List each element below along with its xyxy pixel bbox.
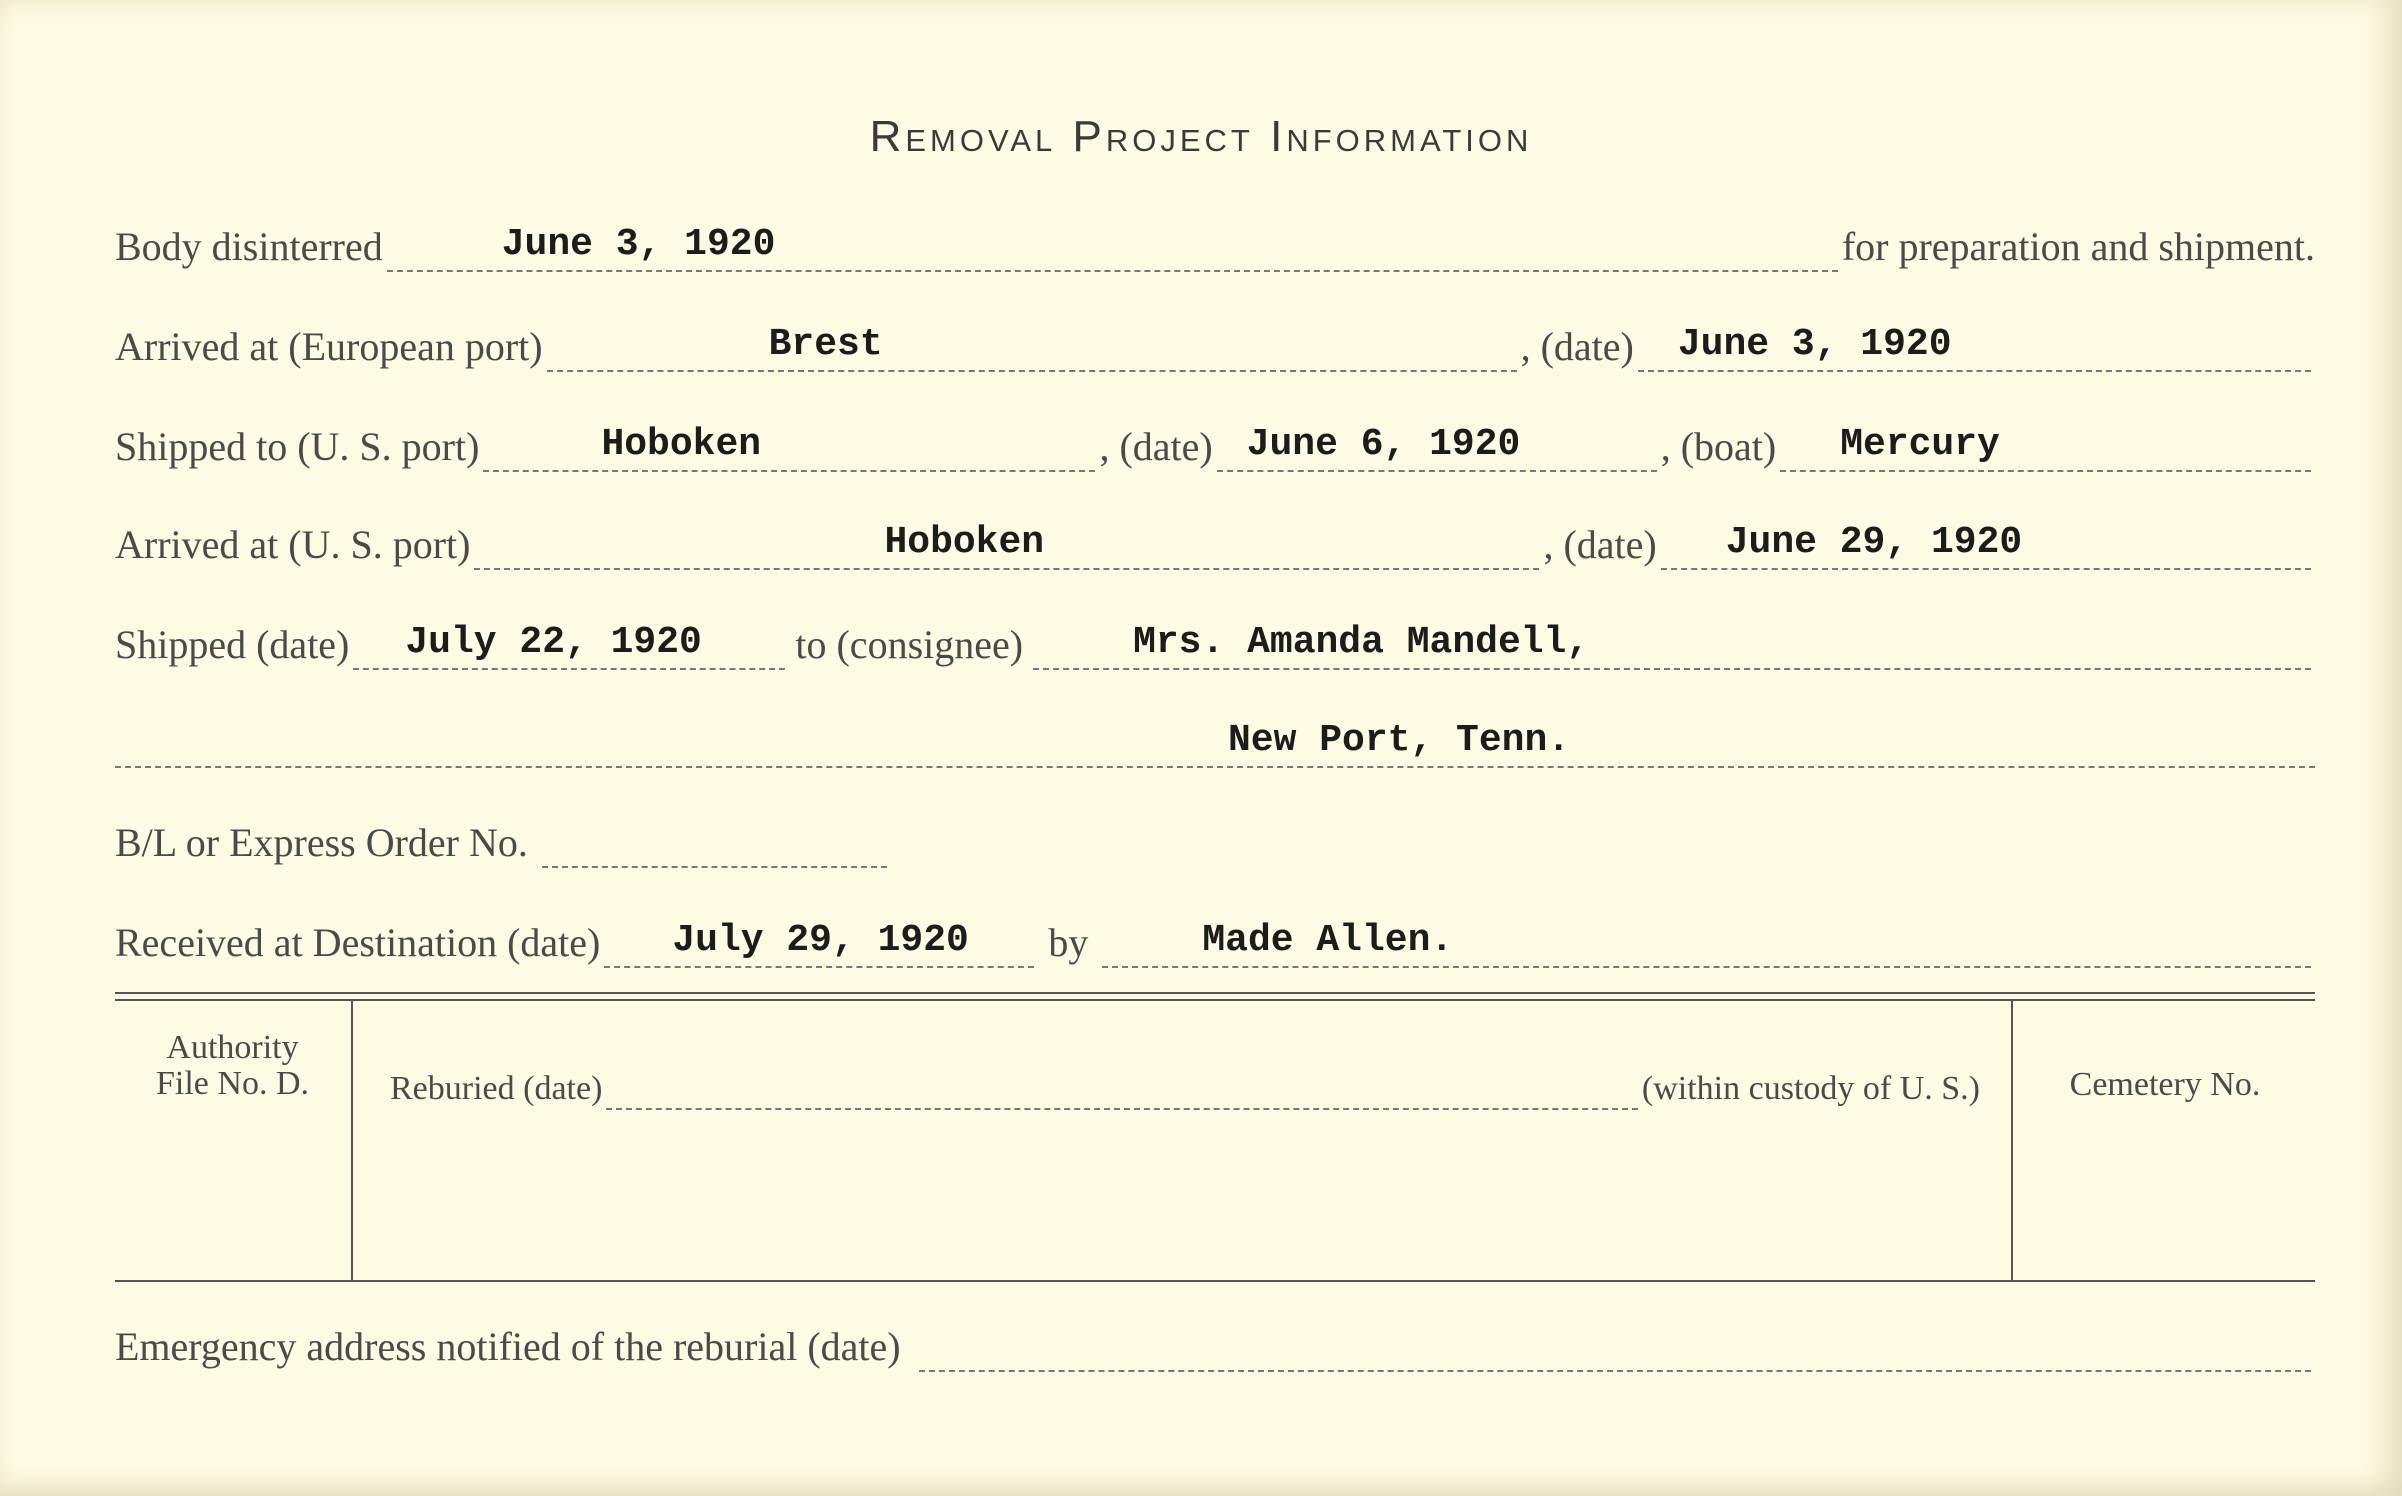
consignee-field[interactable] (1033, 612, 2311, 670)
arrived-european-date-label: , (date) (1520, 324, 1634, 369)
arrived-european-port-value: Brest (768, 323, 883, 366)
received-by-field[interactable] (1102, 910, 2311, 968)
row-body-disinterred (115, 212, 2315, 272)
shipped-us-date-value: June 6, 1920 (1246, 423, 1521, 466)
reburied-suffix: (within custody of U. S.) (1641, 1070, 1980, 1107)
shipped-date-field[interactable] (353, 612, 785, 670)
arrived-us-port-value: Hoboken (884, 521, 1045, 564)
emergency-field[interactable] (919, 1314, 2311, 1372)
row-consignee-address (115, 708, 2315, 768)
shipped-us-port-field[interactable] (483, 414, 1095, 472)
received-date-value: July 29, 1920 (672, 919, 969, 962)
received-date-label: Received at Destination (date) (115, 920, 601, 965)
emergency-label: Emergency address notified of the reburial (date) (115, 1324, 901, 1369)
authority-cell (120, 1030, 345, 1102)
shipped-date-label: Shipped (date) (115, 622, 350, 667)
body-disinterred-field[interactable] (387, 214, 1838, 272)
received-by-value: Made Allen. (1202, 919, 1454, 962)
row-arrived-european (115, 312, 2315, 372)
consignee-label: to (consignee) (795, 622, 1024, 667)
row-bl-order (115, 808, 2315, 868)
row-emergency (115, 1312, 2315, 1372)
shipped-us-boat-value: Mercury (1840, 423, 2000, 466)
consignee-value: Mrs. Amanda Mandell, (1133, 621, 1590, 664)
arrived-us-date-field[interactable] (1661, 512, 2311, 570)
shipped-us-date-field[interactable] (1217, 414, 1657, 472)
shipped-us-label: Shipped to (U. S. port) (115, 424, 480, 469)
row-shipped (115, 610, 2315, 670)
reburied-row (390, 1058, 1980, 1110)
shipped-us-port-value: Hoboken (601, 423, 762, 466)
box-divider-left (351, 1001, 353, 1280)
arrived-european-label: Arrived at (European port) (115, 324, 543, 369)
received-by-label: by (1048, 920, 1089, 965)
arrived-us-date-value: June 29, 1920 (1725, 521, 2023, 564)
box-top-rule-2 (115, 999, 2315, 1001)
arrived-us-date-label: , (date) (1543, 522, 1657, 567)
box-bottom-rule (115, 1280, 2315, 1282)
shipped-us-boat-label: , (boat) (1660, 424, 1777, 469)
authority-line2: File No. D. (156, 1065, 309, 1102)
reburied-field[interactable] (606, 1068, 1638, 1110)
arrived-european-port-field[interactable] (547, 314, 1517, 372)
consignee-address-field[interactable] (115, 710, 2315, 768)
consignee-address-value: New Port, Tenn. (1228, 719, 1571, 762)
shipped-us-boat-field[interactable] (1780, 414, 2311, 472)
shipped-us-date-label: , (date) (1099, 424, 1213, 469)
body-disinterred-value: June 3, 1920 (501, 223, 776, 266)
box-divider-right (2011, 1001, 2013, 1280)
row-arrived-us (115, 510, 2315, 570)
received-date-field[interactable] (604, 910, 1034, 968)
authority-line1: Authority (166, 1029, 299, 1066)
box-top-rule-1 (115, 992, 2315, 994)
cemetery-no-label: Cemetery No. (2069, 1066, 2261, 1103)
row-received (115, 908, 2315, 968)
row-shipped-us (115, 412, 2315, 472)
reburied-label: Reburied (date) (390, 1070, 603, 1107)
bl-order-field[interactable] (542, 810, 887, 868)
arrived-european-date-value: June 3, 1920 (1677, 323, 1952, 366)
arrived-european-date-field[interactable] (1638, 314, 2311, 372)
card-title: Removal Project Information (869, 112, 1533, 161)
arrived-us-label: Arrived at (U. S. port) (115, 522, 471, 567)
body-disinterred-label: Body disinterred (115, 224, 383, 269)
bl-order-label: B/L or Express Order No. (115, 820, 528, 865)
arrived-us-port-field[interactable] (474, 512, 1539, 570)
body-disinterred-suffix: for preparation and shipment. (1841, 224, 2315, 269)
shipped-date-value: July 22, 1920 (405, 621, 702, 664)
